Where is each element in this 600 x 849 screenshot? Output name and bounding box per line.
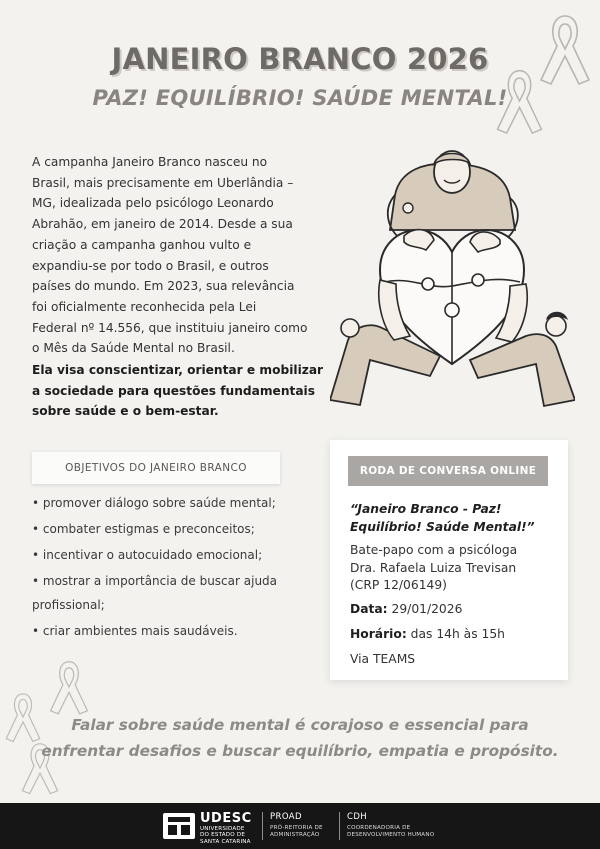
closing-message bbox=[20, 712, 580, 764]
list-item: • mostrar a importância de buscar ajuda bbox=[32, 574, 278, 588]
objectives-list bbox=[32, 494, 332, 640]
event-platform: Via TEAMS bbox=[350, 652, 416, 666]
udesc-subtitle bbox=[200, 826, 251, 845]
event-title-line: “Janeiro Branco - Paz! bbox=[350, 502, 502, 516]
list-item: • incentivar o autocuidado emocional; bbox=[32, 548, 263, 562]
event-desc-line: (CRP 12/06149) bbox=[350, 578, 447, 592]
intro-line: Federal nº 14.556, que instituiu janeiro como bbox=[32, 320, 308, 335]
list-item: • criar ambientes mais saudáveis. bbox=[32, 624, 238, 638]
udesc-name: UDESC bbox=[200, 811, 252, 826]
time-value: das 14h às 15h bbox=[410, 627, 505, 641]
date-label: Data: bbox=[350, 602, 388, 616]
proad-subtitle bbox=[270, 825, 323, 839]
intro-bold-line: a sociedade para questões fundamentais bbox=[32, 383, 315, 398]
event-description bbox=[350, 542, 560, 595]
page-subtitle: PAZ! EQUILÍBRIO! SAÚDE MENTAL! bbox=[92, 86, 508, 110]
udesc-sub-line: DO ESTADO DE bbox=[200, 832, 246, 839]
awareness-ribbon-icon bbox=[46, 656, 92, 718]
udesc-sub-line: UNIVERSIDADE bbox=[200, 826, 245, 832]
proad-sub-line: ADMINISTRAÇÃO bbox=[270, 832, 320, 838]
cdh-name: CDH bbox=[347, 812, 368, 822]
page-title: JANEIRO BRANCO 2026 bbox=[111, 42, 489, 76]
proad-sub-line: PRÓ-REITORIA DE bbox=[270, 825, 323, 831]
intro-line: A campanha Janeiro Branco nasceu no bbox=[32, 155, 268, 169]
cdh-subtitle bbox=[347, 825, 434, 839]
intro-line: Brasil, mais precisamente em Uberlândia – bbox=[32, 175, 294, 190]
time-label: Horário: bbox=[350, 627, 407, 641]
cdh-sub-line: COORDENADORIA DE bbox=[347, 825, 411, 831]
intro-line: foi oficialmente reconhecida pela Lei bbox=[32, 299, 257, 314]
event-time bbox=[350, 627, 560, 641]
intro-bold-line: sobre saúde e o bem-estar. bbox=[32, 404, 219, 419]
event-desc-line: Dra. Rafaela Luiza Trevisan bbox=[350, 560, 517, 575]
intro-line: MG, idealizada pelo psicólogo Leonardo bbox=[32, 196, 274, 211]
list-item: • combater estigmas e preconceitos; bbox=[32, 522, 255, 536]
event-heading: RODA DE CONVERSA ONLINE bbox=[348, 456, 548, 486]
objectives-heading: OBJETIVOS DO JANEIRO BRANCO bbox=[32, 452, 280, 484]
intro-line: o Mês da Saúde Mental no Brasil. bbox=[32, 341, 235, 356]
event-date bbox=[350, 602, 560, 616]
closing-line: Falar sobre saúde mental é corajoso e essencial para bbox=[71, 716, 529, 734]
proad-name: PROAD bbox=[270, 812, 302, 822]
cdh-sub-line: DESENVOLVIMENTO HUMANO bbox=[347, 832, 435, 838]
footer-divider bbox=[339, 812, 340, 840]
intro-line: Abrahão, em janeiro de 2014. Desde a sua bbox=[32, 217, 293, 232]
intro-line: criação a campanha ganhou vulto e bbox=[32, 237, 252, 252]
intro-paragraph bbox=[32, 152, 332, 359]
list-item: profissional; bbox=[32, 598, 105, 612]
udesc-logo-icon bbox=[163, 813, 195, 839]
event-desc-line: Bate-papo com a psicóloga bbox=[350, 543, 518, 557]
footer-divider bbox=[262, 812, 263, 840]
intro-bold-line: Ela visa conscientizar, orientar e mobilizar bbox=[32, 363, 324, 377]
udesc-sub-line: SANTA CATARINA bbox=[200, 838, 251, 845]
date-value: 29/01/2026 bbox=[391, 602, 463, 616]
event-card bbox=[330, 440, 568, 680]
intro-line: expandiu-se por todo o Brasil, e outros bbox=[32, 258, 269, 273]
footer-bar bbox=[0, 803, 600, 849]
closing-line: enfrentar desafios e buscar equilíbrio, empatia e propósito. bbox=[41, 742, 559, 760]
heart-puzzle-illustration bbox=[330, 150, 575, 410]
list-item: • promover diálogo sobre saúde mental; bbox=[32, 496, 276, 510]
event-title-line: Equilíbrio! Saúde Mental!” bbox=[350, 520, 535, 534]
intro-highlight bbox=[32, 360, 332, 422]
intro-line: países do mundo. Em 2023, sua relevância bbox=[32, 279, 295, 294]
event-title bbox=[350, 500, 560, 536]
